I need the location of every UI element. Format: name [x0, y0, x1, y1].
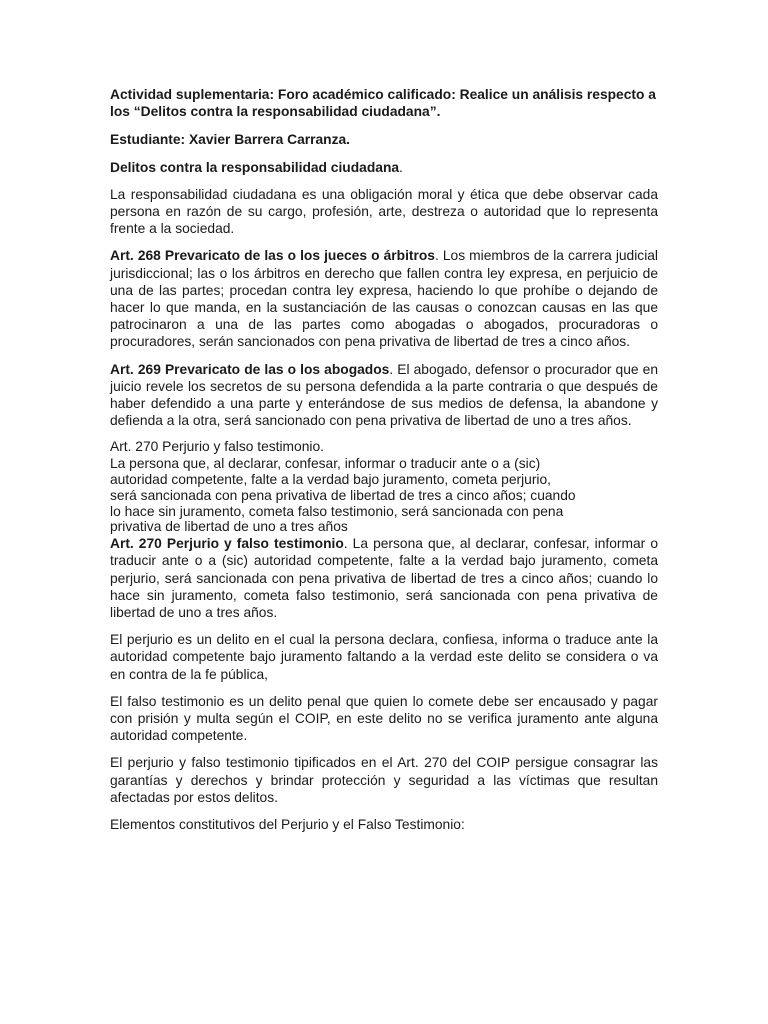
article-268-body: . Los miembros de la carrera judicial jurisdiccional; las o los árbitros en derecho que fallen contra ley expresa, en perjuicio de una de las partes; procedan contra ley expresa, haciendo lo que prohíbe o dejando de hacer lo que manda, en la sustanciación de las causas o conozcan causas en las que patrocinaron a una de las partes como abogadas o abogados, procuradoras o procuradores, serán sancionados con pena privativa de libertad de tres a cinco años.: [110, 248, 658, 350]
article-268: [110, 247, 658, 350]
article-269-body: . El abogado, defensor o procurador que en juicio revele los secretos de su persona defendida a la parte contraria o que después de haber defendido a una parte y enterándose de sus medios de defensa, la abandone y defienda a la otra, será sancionado con pena privativa de libertad de uno a tres años.: [110, 361, 659, 429]
article-270-plain-line: lo hace sin juramento, cometa falso testimonio, será sancionada con pena: [110, 503, 564, 519]
article-270-plain-heading: Art. 270 Perjurio y falso testimonio.: [110, 439, 324, 455]
tipificados-paragraph: El perjurio y falso testimonio tipificados en el Art. 270 del COIP persigue consagrar las garantías y derechos y brindar protección y seguridad a las víctimas que resultan afectadas por estos delitos.: [110, 755, 658, 805]
student-name: Estudiante: Xavier Barrera Carranza.: [110, 132, 351, 148]
article-270-heading: Art. 270 Perjurio y falso testimonio: [110, 536, 344, 552]
article-269: [110, 361, 658, 430]
section-heading-period: .: [399, 159, 403, 175]
article-270: [110, 535, 658, 621]
intro-paragraph: La responsabilidad ciudadana es una obligación moral y ética que debe observar cada persona en razón de su cargo, profesión, arte, destreza o autoridad que lo representa frente a la sociedad.: [110, 186, 658, 237]
article-270-plain-block: [110, 439, 658, 535]
falso-testimonio-paragraph: El falso testimonio es un delito penal que quien lo comete debe ser encausado y pagar con prisión y multa según el COIP, en este delito no se verifica juramento ante alguna autoridad competente.: [110, 693, 658, 744]
article-269-heading: Art. 269 Prevaricato de las o los abogados: [110, 361, 390, 377]
article-270-plain-line: será sancionada con pena privativa de libertad de tres a cinco años; cuando: [110, 487, 576, 503]
article-268-heading: Art. 268 Prevaricato de las o los jueces o árbitros: [110, 248, 435, 264]
section-heading: [110, 159, 658, 176]
article-270-plain-line: autoridad competente, falte a la verdad bajo juramento, cometa perjurio,: [110, 472, 551, 488]
document-title: Actividad suplementaria: Foro académico calificado: Realice un análisis respecto a los “Delitos contra la responsabilidad ciudadana”.: [110, 87, 656, 120]
section-heading-text: Delitos contra la responsabilidad ciudadana: [110, 159, 400, 175]
document-page: [110, 86, 658, 833]
perjurio-paragraph: El perjurio es un delito en el cual la persona declara, confiesa, informa o traduce ante la autoridad competente bajo juramento faltando a la verdad este delito se considera o va en contra de la fe pública,: [110, 632, 658, 682]
article-270-body: . La persona que, al declarar, confesar, informar o traducir ante o a (sic) autoridad competente, falte a la verdad bajo juramento, cometa perjurio, será sancionada con pena privativa de libertad de tres a cinco años; cuando lo hace sin juramento, cometa falso testimonio, será sancionada con pena privativa de libertad de uno a tres años.: [110, 536, 658, 621]
article-270-plain-line: La persona que, al declarar, confesar, informar o traducir ante o a (sic): [110, 456, 541, 472]
article-270-plain-line: privativa de libertad de uno a tres años: [110, 519, 348, 535]
elements-heading: Elementos constitutivos del Perjurio y el Falso Testimonio:: [110, 817, 465, 833]
